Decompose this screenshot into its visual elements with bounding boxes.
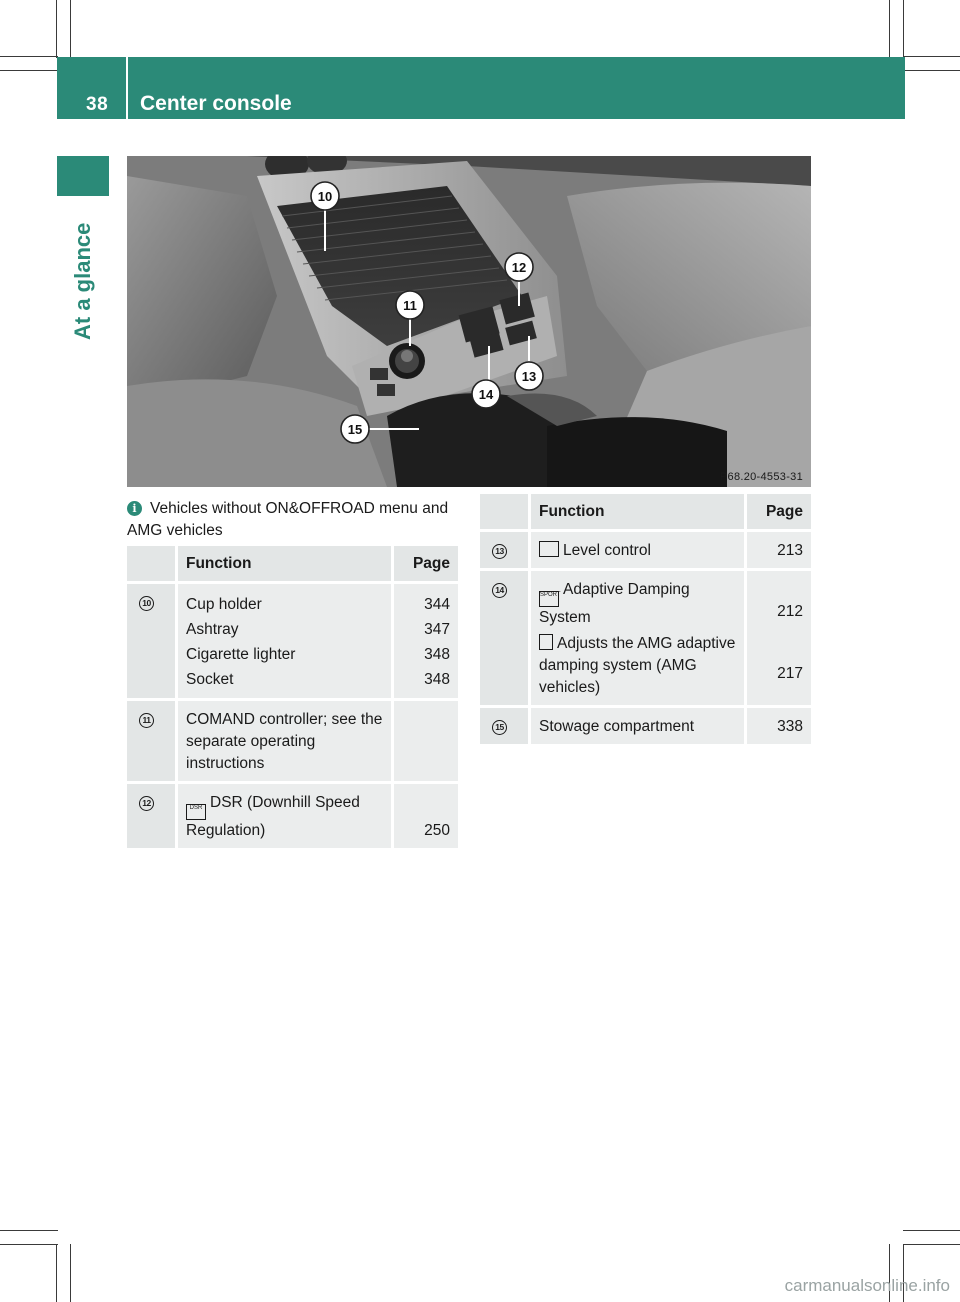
level-control-icon [539,541,559,557]
table-row [480,532,811,571]
console-illustration [127,156,811,487]
number-badge: 13 [492,544,507,559]
side-tab [57,156,109,196]
page-ref: 212 [777,603,803,620]
page-ref: 347 [424,621,450,638]
callout-13: 13 [521,369,537,384]
page-ref: 217 [777,665,803,682]
header-separator [126,57,128,119]
number-badge: 14 [492,583,507,598]
section-title: At a glance [70,222,95,340]
table-header [127,546,458,584]
right-function-table [480,494,811,747]
callout-11: 11 [403,298,417,313]
number-badge: 15 [492,720,507,735]
crop-mark [903,1230,960,1231]
callout-15: 15 [347,422,363,437]
crop-mark [0,56,58,57]
row-item: Adaptive Damping System [539,581,690,626]
dsr-icon: DSR [186,804,206,820]
table-row [127,701,458,784]
row-item: Adjusts the AMG adaptive damping system (AMG vehicles) [539,635,736,696]
table-row [127,584,458,701]
table-header [480,494,811,532]
table-row [127,784,458,851]
row-item: Level control [563,542,651,559]
note-text: Vehicles without ON&OFFROAD menu and AMG vehicles [127,500,449,539]
page-ref: 250 [391,784,458,851]
page-number: 38 [86,94,109,115]
photo-reference-code: P68.20-4553-31 [719,471,803,483]
page-ref: 338 [744,708,811,747]
center-console-photo [127,156,811,487]
info-note [127,498,457,542]
amg-damping-icon [539,634,553,650]
crop-mark [889,0,890,58]
crop-mark [903,1244,960,1245]
sport-comf-icon: SPORT [539,591,559,607]
crop-mark [0,70,58,71]
callout-14: 14 [478,387,494,402]
number-badge: 11 [139,713,154,728]
callout-12: 12 [511,260,527,275]
table-row [480,708,811,747]
page-header: Page [744,494,811,532]
crop-mark [0,1230,58,1231]
page-title: Center console [140,92,292,115]
page-ref: 348 [424,646,450,663]
function-header: Function [178,546,391,584]
row-item: Cup holder [186,596,262,613]
row-item: Stowage compartment [531,708,744,747]
left-function-table [127,546,458,851]
callout-10: 10 [317,189,333,204]
table-row [480,571,811,708]
site-watermark[interactable]: carmanualsonline.info [784,1276,950,1295]
number-badge: 12 [139,796,154,811]
crop-mark [903,56,960,57]
row-item: Ashtray [186,621,239,638]
crop-mark [903,0,904,58]
row-item: COMAND controller; see the separate operating instructions [178,701,391,784]
crop-mark [70,1244,71,1302]
function-header: Function [531,494,744,532]
crop-mark [70,0,71,58]
page-ref [391,701,458,784]
number-badge: 10 [139,596,154,611]
page-header: Page [391,546,458,584]
crop-mark [0,1244,58,1245]
row-item: DSR (Downhill Speed Regulation) [186,794,360,839]
crop-mark [56,0,57,58]
info-icon: i [127,501,142,516]
row-item: Socket [186,671,234,688]
crop-mark [56,1244,57,1302]
page-ref: 344 [424,596,450,613]
crop-mark [903,70,960,71]
row-item: Cigarette lighter [186,646,296,663]
page-ref: 348 [424,671,450,688]
page-ref: 213 [744,532,811,571]
